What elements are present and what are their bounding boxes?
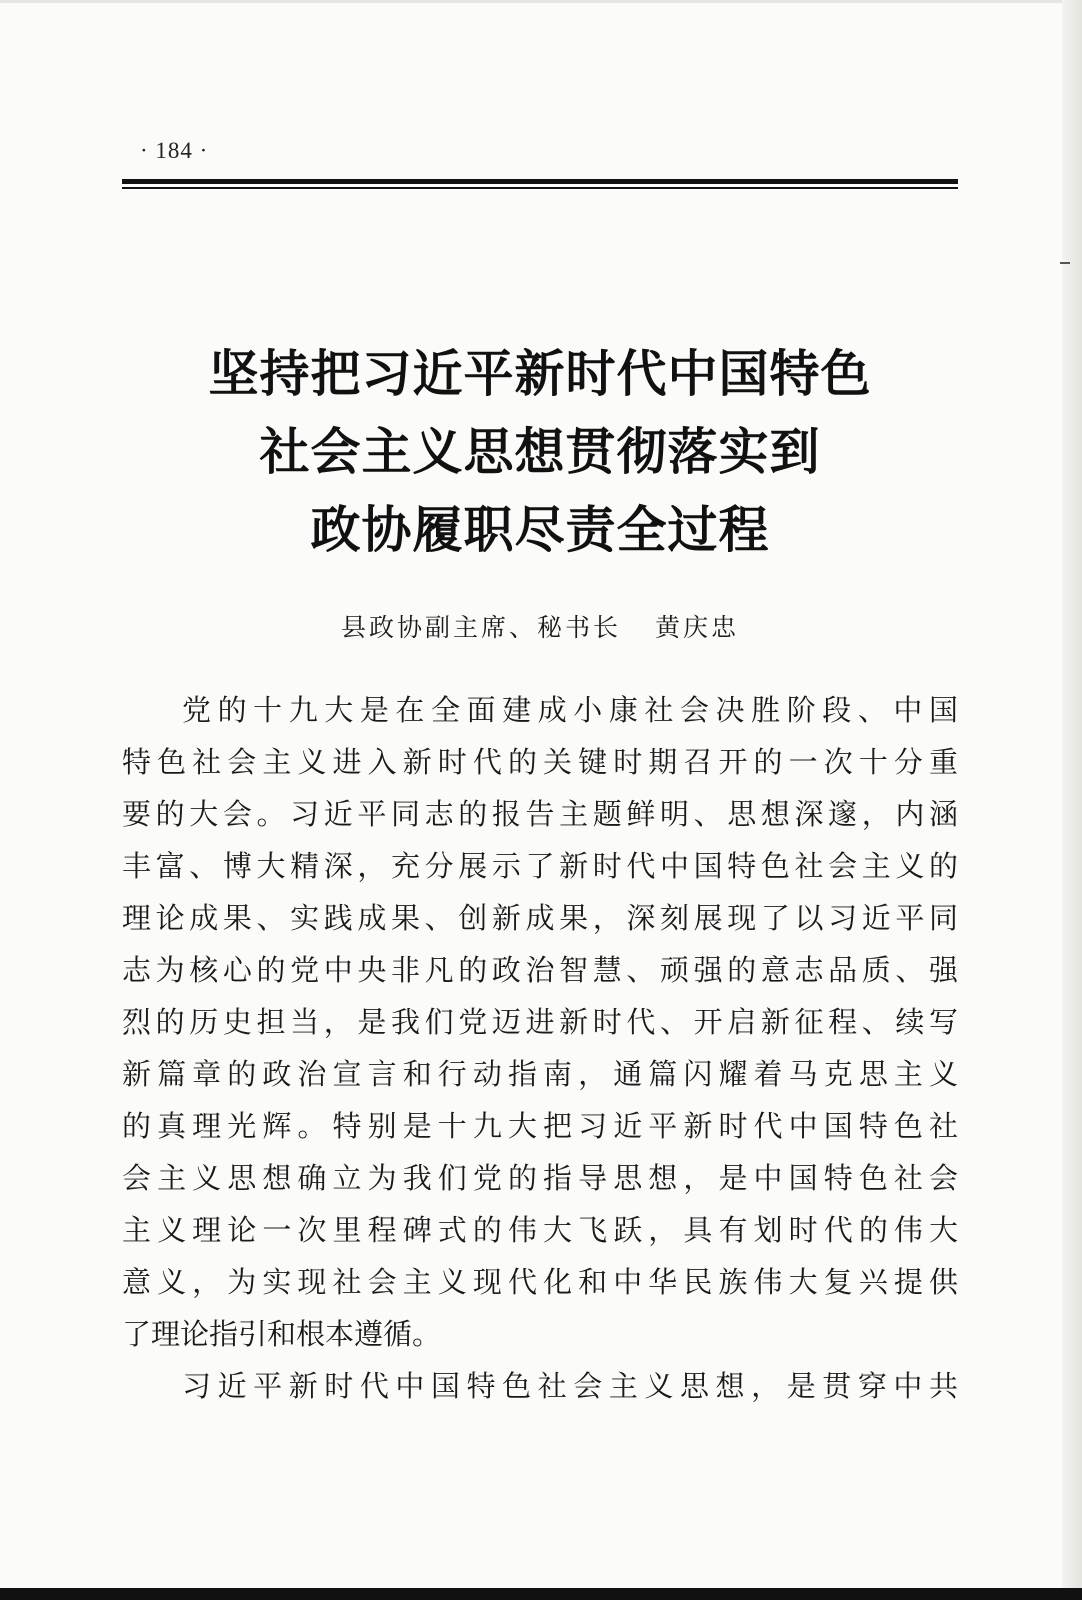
body-line-5: 理论成果、实践成果、创新成果，深刻展现了以习近平同 xyxy=(122,901,958,935)
body-line-7: 烈的历史担当，是我们党迈进新时代、开启新征程、续写 xyxy=(122,1005,958,1039)
header-rule-thick xyxy=(122,179,958,184)
article-body xyxy=(122,684,958,1412)
body-line-6: 志为核心的党中央非凡的政治智慧、顽强的意志品质、强 xyxy=(122,953,958,987)
body-line-2: 特色社会主义进入新时代的关键时期召开的一次十分重 xyxy=(122,745,958,779)
scan-top-edge xyxy=(0,0,1082,3)
body-line-11: 主义理论一次里程碑式的伟大飞跃，具有划时代的伟大 xyxy=(122,1213,958,1247)
body-line-8: 新篇章的政治宣言和行动指南，通篇闪耀着马克思主义 xyxy=(122,1057,958,1091)
body-line-4: 丰富、博大精深，充分展示了新时代中国特色社会主义的 xyxy=(122,849,958,883)
author-position: 县政协副主席、秘书长 xyxy=(340,613,621,642)
header-rule-thin xyxy=(122,187,958,189)
title-line-1: 坚持把习近平新时代中国特色 xyxy=(208,345,872,403)
scan-right-shadow xyxy=(1062,0,1082,1600)
title-line-2: 社会主义思想贯彻落实到 xyxy=(259,423,821,481)
body-line-9: 的真理光辉。特别是十九大把习近平新时代中国特色社 xyxy=(122,1109,958,1143)
byline xyxy=(122,608,958,644)
title-line-3: 政协履职尽责全过程 xyxy=(310,501,770,559)
body-line-12: 意义，为实现社会主义现代化和中华民族伟大复兴提供 xyxy=(122,1265,958,1299)
page-number: · 184 · xyxy=(140,138,209,163)
body-line-13: 了理论指引和根本遵循。 xyxy=(122,1317,442,1351)
scan-edge-mark xyxy=(1060,262,1070,264)
author-name: 黄庆忠 xyxy=(655,613,740,642)
scan-bottom-edge xyxy=(0,1588,1082,1600)
body-line-10: 会主义思想确立为我们党的指导思想，是中国特色社会 xyxy=(122,1161,958,1195)
body-line-3: 要的大会。习近平同志的报告主题鲜明、思想深邃，内涵 xyxy=(122,797,958,831)
body-line-1: 党的十九大是在全面建成小康社会决胜阶段、中国 xyxy=(182,693,958,727)
article-title xyxy=(122,335,958,569)
body-line-14: 习近平新时代中国特色社会主义思想，是贯穿中共 xyxy=(182,1369,958,1403)
